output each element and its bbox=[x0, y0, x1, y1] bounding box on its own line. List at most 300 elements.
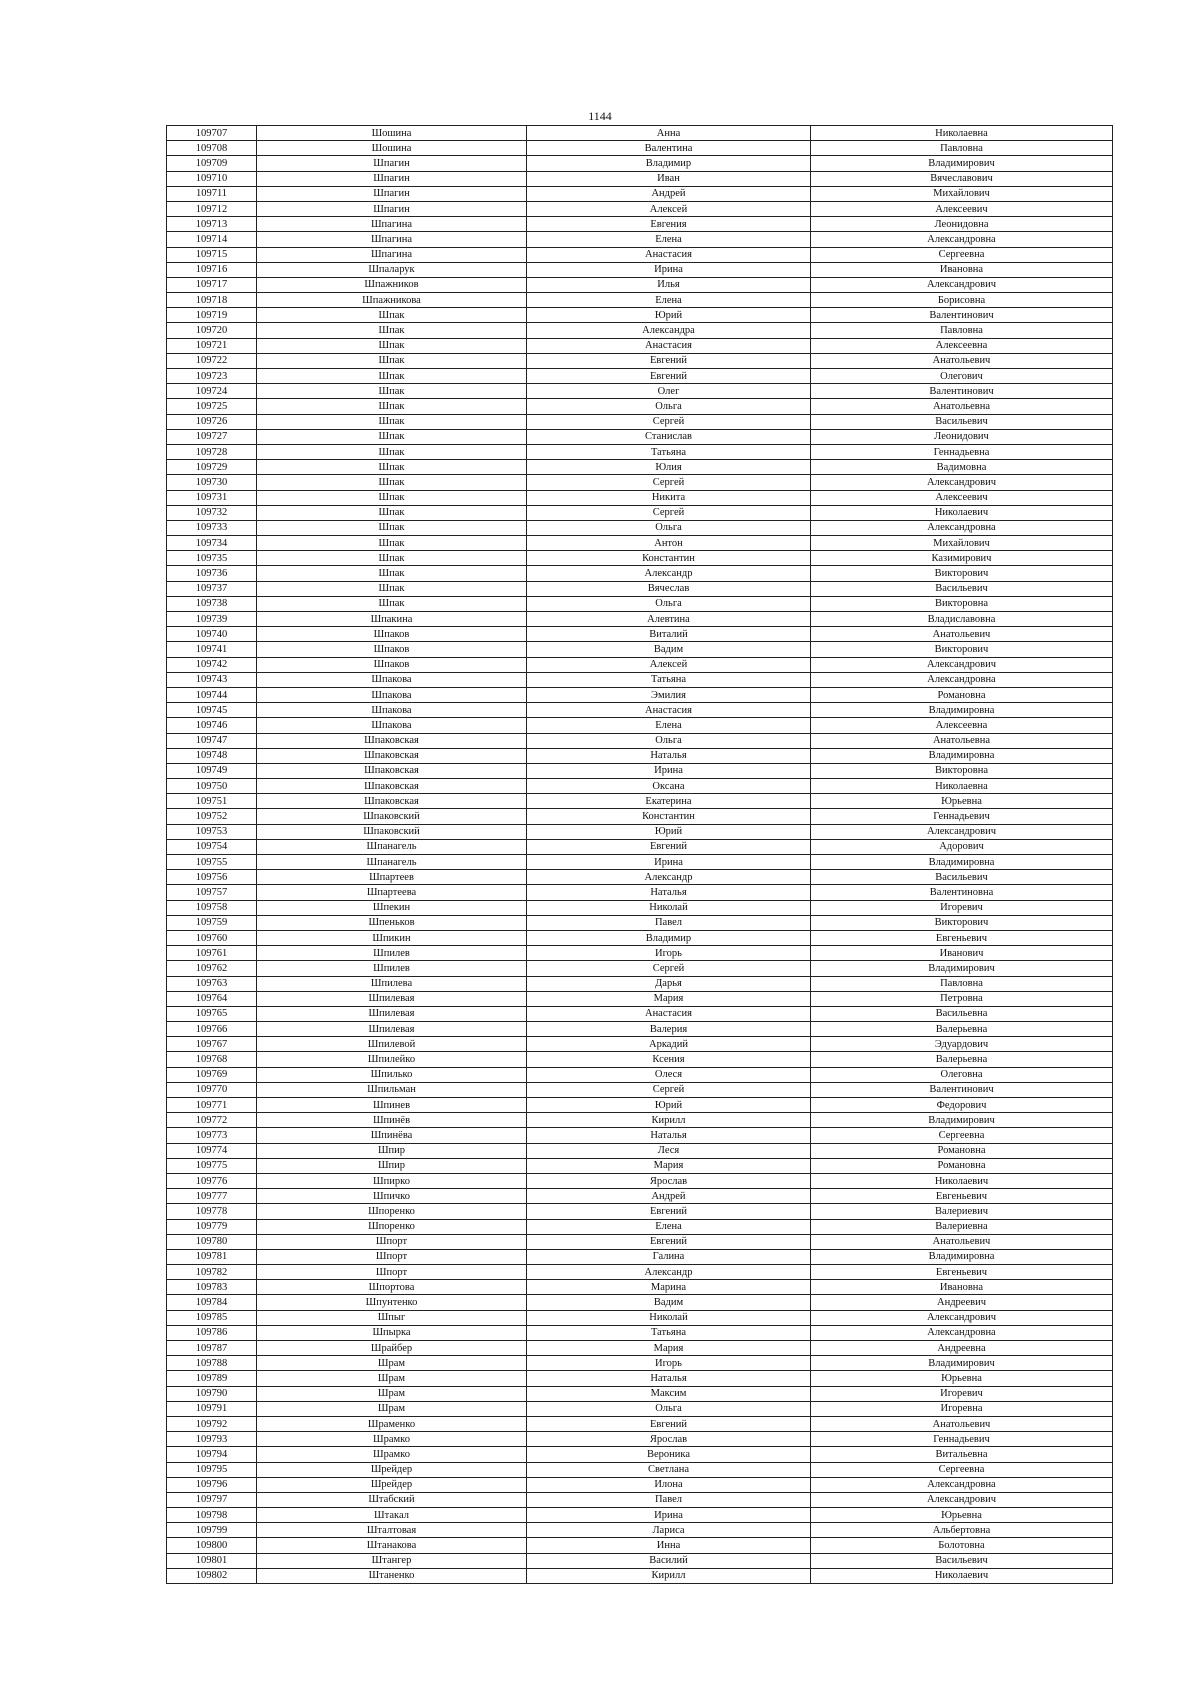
surname-cell: Шпилевая bbox=[257, 991, 527, 1006]
record-id-cell: 109800 bbox=[167, 1538, 257, 1553]
patronymic-cell: Владимирович bbox=[811, 961, 1113, 976]
patronymic-cell: Александрович bbox=[811, 657, 1113, 672]
patronymic-cell: Вячеславович bbox=[811, 171, 1113, 186]
first-name-cell: Елена bbox=[527, 718, 811, 733]
patronymic-cell: Сергеевна bbox=[811, 1462, 1113, 1477]
patronymic-cell: Игоревич bbox=[811, 900, 1113, 915]
record-id-cell: 109758 bbox=[167, 900, 257, 915]
first-name-cell: Сергей bbox=[527, 414, 811, 429]
patronymic-cell: Анатольевич bbox=[811, 627, 1113, 642]
table-row bbox=[167, 733, 1113, 748]
surname-cell: Шрам bbox=[257, 1356, 527, 1371]
first-name-cell: Вадим bbox=[527, 642, 811, 657]
table-row bbox=[167, 1082, 1113, 1097]
first-name-cell: Иван bbox=[527, 171, 811, 186]
first-name-cell: Виталий bbox=[527, 627, 811, 642]
patronymic-cell: Николаевич bbox=[811, 505, 1113, 520]
patronymic-cell: Владимирович bbox=[811, 1113, 1113, 1128]
first-name-cell: Евгений bbox=[527, 839, 811, 854]
patronymic-cell: Павловна bbox=[811, 323, 1113, 338]
patronymic-cell: Николаевна bbox=[811, 126, 1113, 141]
table-row bbox=[167, 232, 1113, 247]
first-name-cell: Ольга bbox=[527, 1401, 811, 1416]
first-name-cell: Леся bbox=[527, 1143, 811, 1158]
record-id-cell: 109708 bbox=[167, 141, 257, 156]
surname-cell: Шпаков bbox=[257, 642, 527, 657]
record-id-cell: 109736 bbox=[167, 566, 257, 581]
surname-cell: Шпак bbox=[257, 581, 527, 596]
table-row bbox=[167, 247, 1113, 262]
record-id-cell: 109776 bbox=[167, 1173, 257, 1188]
surname-cell: Шпилевая bbox=[257, 1006, 527, 1021]
patronymic-cell: Михайлович bbox=[811, 186, 1113, 201]
surname-cell: Шпанагель bbox=[257, 855, 527, 870]
patronymic-cell: Витальевна bbox=[811, 1447, 1113, 1462]
patronymic-cell: Романовна bbox=[811, 1143, 1113, 1158]
surname-cell: Шрам bbox=[257, 1371, 527, 1386]
table-row bbox=[167, 338, 1113, 353]
patronymic-cell: Романовна bbox=[811, 687, 1113, 702]
patronymic-cell: Павловна bbox=[811, 976, 1113, 991]
registry-body bbox=[167, 126, 1113, 1584]
surname-cell: Шпак bbox=[257, 536, 527, 551]
patronymic-cell: Ивановна bbox=[811, 262, 1113, 277]
table-row bbox=[167, 414, 1113, 429]
surname-cell: Штанакова bbox=[257, 1538, 527, 1553]
table-row bbox=[167, 809, 1113, 824]
record-id-cell: 109785 bbox=[167, 1310, 257, 1325]
first-name-cell: Мария bbox=[527, 991, 811, 1006]
table-row bbox=[167, 171, 1113, 186]
record-id-cell: 109769 bbox=[167, 1067, 257, 1082]
table-row bbox=[167, 657, 1113, 672]
record-id-cell: 109765 bbox=[167, 1006, 257, 1021]
first-name-cell: Алексей bbox=[527, 201, 811, 216]
patronymic-cell: Юрьевна bbox=[811, 1371, 1113, 1386]
table-row bbox=[167, 1249, 1113, 1264]
surname-cell: Шпилейко bbox=[257, 1052, 527, 1067]
surname-cell: Шпанагель bbox=[257, 839, 527, 854]
surname-cell: Шпоренко bbox=[257, 1204, 527, 1219]
first-name-cell: Елена bbox=[527, 1219, 811, 1234]
record-id-cell: 109745 bbox=[167, 703, 257, 718]
patronymic-cell: Викторович bbox=[811, 566, 1113, 581]
record-id-cell: 109759 bbox=[167, 915, 257, 930]
first-name-cell: Алевтина bbox=[527, 612, 811, 627]
record-id-cell: 109789 bbox=[167, 1371, 257, 1386]
record-id-cell: 109732 bbox=[167, 505, 257, 520]
surname-cell: Шпилев bbox=[257, 961, 527, 976]
record-id-cell: 109741 bbox=[167, 642, 257, 657]
record-id-cell: 109760 bbox=[167, 930, 257, 945]
record-id-cell: 109720 bbox=[167, 323, 257, 338]
surname-cell: Шпак bbox=[257, 505, 527, 520]
record-id-cell: 109783 bbox=[167, 1280, 257, 1295]
record-id-cell: 109746 bbox=[167, 718, 257, 733]
table-row bbox=[167, 1432, 1113, 1447]
table-row bbox=[167, 399, 1113, 414]
patronymic-cell: Николаевич bbox=[811, 1173, 1113, 1188]
record-id-cell: 109778 bbox=[167, 1204, 257, 1219]
table-row bbox=[167, 976, 1113, 991]
patronymic-cell: Казимирович bbox=[811, 551, 1113, 566]
record-id-cell: 109764 bbox=[167, 991, 257, 1006]
first-name-cell: Сергей bbox=[527, 1082, 811, 1097]
surname-cell: Шталтовая bbox=[257, 1523, 527, 1538]
surname-cell: Шпакова bbox=[257, 718, 527, 733]
record-id-cell: 109750 bbox=[167, 779, 257, 794]
patronymic-cell: Иванович bbox=[811, 946, 1113, 961]
patronymic-cell: Анатольевич bbox=[811, 1234, 1113, 1249]
first-name-cell: Вероника bbox=[527, 1447, 811, 1462]
table-row bbox=[167, 262, 1113, 277]
record-id-cell: 109734 bbox=[167, 536, 257, 551]
record-id-cell: 109797 bbox=[167, 1492, 257, 1507]
patronymic-cell: Федорович bbox=[811, 1098, 1113, 1113]
table-row bbox=[167, 1006, 1113, 1021]
table-row bbox=[167, 946, 1113, 961]
first-name-cell: Алексей bbox=[527, 657, 811, 672]
first-name-cell: Александра bbox=[527, 323, 811, 338]
surname-cell: Шпир bbox=[257, 1143, 527, 1158]
surname-cell: Шпагин bbox=[257, 156, 527, 171]
table-row bbox=[167, 1310, 1113, 1325]
first-name-cell: Анастасия bbox=[527, 1006, 811, 1021]
first-name-cell: Оксана bbox=[527, 779, 811, 794]
patronymic-cell: Ивановна bbox=[811, 1280, 1113, 1295]
record-id-cell: 109711 bbox=[167, 186, 257, 201]
table-row bbox=[167, 1325, 1113, 1340]
patronymic-cell: Андреевич bbox=[811, 1295, 1113, 1310]
surname-cell: Шпажникова bbox=[257, 293, 527, 308]
record-id-cell: 109757 bbox=[167, 885, 257, 900]
first-name-cell: Евгений bbox=[527, 369, 811, 384]
table-row bbox=[167, 612, 1113, 627]
table-row bbox=[167, 915, 1113, 930]
table-row bbox=[167, 1219, 1113, 1234]
surname-cell: Шпоренко bbox=[257, 1219, 527, 1234]
record-id-cell: 109727 bbox=[167, 429, 257, 444]
table-row bbox=[167, 1492, 1113, 1507]
patronymic-cell: Юрьевна bbox=[811, 794, 1113, 809]
record-id-cell: 109721 bbox=[167, 338, 257, 353]
first-name-cell: Евгений bbox=[527, 1416, 811, 1431]
record-id-cell: 109766 bbox=[167, 1022, 257, 1037]
surname-cell: Шпак bbox=[257, 323, 527, 338]
first-name-cell: Светлана bbox=[527, 1462, 811, 1477]
surname-cell: Шраменко bbox=[257, 1416, 527, 1431]
patronymic-cell: Алексеевич bbox=[811, 490, 1113, 505]
patronymic-cell: Викторовна bbox=[811, 596, 1113, 611]
surname-cell: Шпинев bbox=[257, 1098, 527, 1113]
record-id-cell: 109802 bbox=[167, 1568, 257, 1583]
table-row bbox=[167, 277, 1113, 292]
surname-cell: Шпилько bbox=[257, 1067, 527, 1082]
record-id-cell: 109774 bbox=[167, 1143, 257, 1158]
surname-cell: Шпаковская bbox=[257, 748, 527, 763]
record-id-cell: 109731 bbox=[167, 490, 257, 505]
table-row bbox=[167, 961, 1113, 976]
first-name-cell: Ксения bbox=[527, 1052, 811, 1067]
record-id-cell: 109773 bbox=[167, 1128, 257, 1143]
table-row bbox=[167, 1477, 1113, 1492]
surname-cell: Шпилевая bbox=[257, 1022, 527, 1037]
surname-cell: Шпилевой bbox=[257, 1037, 527, 1052]
patronymic-cell: Вадимовна bbox=[811, 460, 1113, 475]
surname-cell: Шпак bbox=[257, 384, 527, 399]
surname-cell: Шрам bbox=[257, 1386, 527, 1401]
table-row bbox=[167, 687, 1113, 702]
first-name-cell: Екатерина bbox=[527, 794, 811, 809]
surname-cell: Шпак bbox=[257, 338, 527, 353]
first-name-cell: Александр bbox=[527, 1265, 811, 1280]
surname-cell: Штангер bbox=[257, 1553, 527, 1568]
surname-cell: Шпилев bbox=[257, 946, 527, 961]
first-name-cell: Игорь bbox=[527, 1356, 811, 1371]
patronymic-cell: Романовна bbox=[811, 1158, 1113, 1173]
surname-cell: Штабский bbox=[257, 1492, 527, 1507]
patronymic-cell: Адорович bbox=[811, 839, 1113, 854]
record-id-cell: 109786 bbox=[167, 1325, 257, 1340]
table-row bbox=[167, 505, 1113, 520]
record-id-cell: 109793 bbox=[167, 1432, 257, 1447]
first-name-cell: Николай bbox=[527, 900, 811, 915]
patronymic-cell: Владимировна bbox=[811, 1249, 1113, 1264]
first-name-cell: Сергей bbox=[527, 475, 811, 490]
first-name-cell: Илона bbox=[527, 1477, 811, 1492]
record-id-cell: 109724 bbox=[167, 384, 257, 399]
record-id-cell: 109755 bbox=[167, 855, 257, 870]
first-name-cell: Ольга bbox=[527, 399, 811, 414]
first-name-cell: Наталья bbox=[527, 885, 811, 900]
patronymic-cell: Олегович bbox=[811, 369, 1113, 384]
page-number: 1144 bbox=[588, 109, 612, 123]
surname-cell: Шпажников bbox=[257, 277, 527, 292]
patronymic-cell: Петровна bbox=[811, 991, 1113, 1006]
first-name-cell: Константин bbox=[527, 551, 811, 566]
record-id-cell: 109777 bbox=[167, 1189, 257, 1204]
patronymic-cell: Павловна bbox=[811, 141, 1113, 156]
first-name-cell: Сергей bbox=[527, 505, 811, 520]
surname-cell: Шрейдер bbox=[257, 1462, 527, 1477]
first-name-cell: Юлия bbox=[527, 460, 811, 475]
first-name-cell: Ирина bbox=[527, 262, 811, 277]
first-name-cell: Александр bbox=[527, 566, 811, 581]
record-id-cell: 109768 bbox=[167, 1052, 257, 1067]
record-id-cell: 109737 bbox=[167, 581, 257, 596]
patronymic-cell: Валентинович bbox=[811, 384, 1113, 399]
table-row bbox=[167, 1386, 1113, 1401]
table-row bbox=[167, 930, 1113, 945]
record-id-cell: 109747 bbox=[167, 733, 257, 748]
surname-cell: Шпаковская bbox=[257, 794, 527, 809]
table-row bbox=[167, 1447, 1113, 1462]
table-row bbox=[167, 141, 1113, 156]
table-row bbox=[167, 551, 1113, 566]
first-name-cell: Лариса bbox=[527, 1523, 811, 1538]
record-id-cell: 109716 bbox=[167, 262, 257, 277]
table-row bbox=[167, 718, 1113, 733]
first-name-cell: Вадим bbox=[527, 1295, 811, 1310]
patronymic-cell: Александрович bbox=[811, 824, 1113, 839]
patronymic-cell: Александровна bbox=[811, 232, 1113, 247]
first-name-cell: Юрий bbox=[527, 308, 811, 323]
record-id-cell: 109744 bbox=[167, 687, 257, 702]
table-row bbox=[167, 642, 1113, 657]
first-name-cell: Ирина bbox=[527, 1508, 811, 1523]
record-id-cell: 109730 bbox=[167, 475, 257, 490]
first-name-cell: Евгений bbox=[527, 353, 811, 368]
first-name-cell: Андрей bbox=[527, 1189, 811, 1204]
first-name-cell: Василий bbox=[527, 1553, 811, 1568]
first-name-cell: Анастасия bbox=[527, 247, 811, 262]
table-row bbox=[167, 293, 1113, 308]
patronymic-cell: Сергеевна bbox=[811, 1128, 1113, 1143]
surname-cell: Шпырка bbox=[257, 1325, 527, 1340]
table-row bbox=[167, 1158, 1113, 1173]
first-name-cell: Валентина bbox=[527, 141, 811, 156]
patronymic-cell: Леонидовна bbox=[811, 217, 1113, 232]
first-name-cell: Татьяна bbox=[527, 672, 811, 687]
record-id-cell: 109799 bbox=[167, 1523, 257, 1538]
table-row bbox=[167, 839, 1113, 854]
record-id-cell: 109709 bbox=[167, 156, 257, 171]
table-row bbox=[167, 217, 1113, 232]
record-id-cell: 109753 bbox=[167, 824, 257, 839]
patronymic-cell: Владимирович bbox=[811, 156, 1113, 171]
patronymic-cell: Игоревна bbox=[811, 1401, 1113, 1416]
surname-cell: Шпыг bbox=[257, 1310, 527, 1325]
record-id-cell: 109795 bbox=[167, 1462, 257, 1477]
patronymic-cell: Михайлович bbox=[811, 536, 1113, 551]
record-id-cell: 109748 bbox=[167, 748, 257, 763]
first-name-cell: Евгений bbox=[527, 1204, 811, 1219]
table-row bbox=[167, 627, 1113, 642]
first-name-cell: Игорь bbox=[527, 946, 811, 961]
table-row bbox=[167, 870, 1113, 885]
record-id-cell: 109751 bbox=[167, 794, 257, 809]
table-row bbox=[167, 855, 1113, 870]
patronymic-cell: Геннадьевна bbox=[811, 444, 1113, 459]
table-row bbox=[167, 900, 1113, 915]
first-name-cell: Анна bbox=[527, 126, 811, 141]
patronymic-cell: Андреевна bbox=[811, 1341, 1113, 1356]
first-name-cell: Олег bbox=[527, 384, 811, 399]
table-row bbox=[167, 1052, 1113, 1067]
record-id-cell: 109767 bbox=[167, 1037, 257, 1052]
first-name-cell: Эмилия bbox=[527, 687, 811, 702]
record-id-cell: 109725 bbox=[167, 399, 257, 414]
record-id-cell: 109763 bbox=[167, 976, 257, 991]
surname-cell: Шпакова bbox=[257, 672, 527, 687]
surname-cell: Шрамко bbox=[257, 1432, 527, 1447]
table-row bbox=[167, 1022, 1113, 1037]
surname-cell: Шпекин bbox=[257, 900, 527, 915]
first-name-cell: Аркадий bbox=[527, 1037, 811, 1052]
first-name-cell: Мария bbox=[527, 1341, 811, 1356]
table-row bbox=[167, 779, 1113, 794]
table-row bbox=[167, 1508, 1113, 1523]
record-id-cell: 109712 bbox=[167, 201, 257, 216]
first-name-cell: Наталья bbox=[527, 1371, 811, 1386]
surname-cell: Шпак bbox=[257, 444, 527, 459]
table-row bbox=[167, 581, 1113, 596]
first-name-cell: Юрий bbox=[527, 1098, 811, 1113]
surname-cell: Штаненко bbox=[257, 1568, 527, 1583]
table-row bbox=[167, 1173, 1113, 1188]
record-id-cell: 109710 bbox=[167, 171, 257, 186]
patronymic-cell: Юрьевна bbox=[811, 1508, 1113, 1523]
patronymic-cell: Александровна bbox=[811, 672, 1113, 687]
patronymic-cell: Игоревич bbox=[811, 1386, 1113, 1401]
table-row bbox=[167, 520, 1113, 535]
table-row bbox=[167, 1341, 1113, 1356]
patronymic-cell: Александрович bbox=[811, 475, 1113, 490]
surname-cell: Шпак bbox=[257, 369, 527, 384]
first-name-cell: Ольга bbox=[527, 520, 811, 535]
surname-cell: Шпаковская bbox=[257, 733, 527, 748]
surname-cell: Шпак bbox=[257, 414, 527, 429]
patronymic-cell: Владиславовна bbox=[811, 612, 1113, 627]
first-name-cell: Николай bbox=[527, 1310, 811, 1325]
surname-cell: Шпакина bbox=[257, 612, 527, 627]
first-name-cell: Юрий bbox=[527, 824, 811, 839]
record-id-cell: 109794 bbox=[167, 1447, 257, 1462]
record-id-cell: 109801 bbox=[167, 1553, 257, 1568]
patronymic-cell: Александрович bbox=[811, 1492, 1113, 1507]
record-id-cell: 109782 bbox=[167, 1265, 257, 1280]
record-id-cell: 109787 bbox=[167, 1341, 257, 1356]
surname-cell: Шпак bbox=[257, 308, 527, 323]
patronymic-cell: Александрович bbox=[811, 277, 1113, 292]
patronymic-cell: Валерьевна bbox=[811, 1022, 1113, 1037]
surname-cell: Шпагина bbox=[257, 247, 527, 262]
surname-cell: Шпак bbox=[257, 566, 527, 581]
record-id-cell: 109742 bbox=[167, 657, 257, 672]
patronymic-cell: Александровна bbox=[811, 1325, 1113, 1340]
record-id-cell: 109707 bbox=[167, 126, 257, 141]
patronymic-cell: Анатольевна bbox=[811, 399, 1113, 414]
record-id-cell: 109733 bbox=[167, 520, 257, 535]
table-row bbox=[167, 596, 1113, 611]
patronymic-cell: Николаевна bbox=[811, 779, 1113, 794]
record-id-cell: 109728 bbox=[167, 444, 257, 459]
record-id-cell: 109796 bbox=[167, 1477, 257, 1492]
table-row bbox=[167, 490, 1113, 505]
table-row bbox=[167, 1143, 1113, 1158]
patronymic-cell: Анатольевна bbox=[811, 733, 1113, 748]
surname-cell: Шпаковский bbox=[257, 809, 527, 824]
first-name-cell: Максим bbox=[527, 1386, 811, 1401]
surname-cell: Шпир bbox=[257, 1158, 527, 1173]
surname-cell: Шпичко bbox=[257, 1189, 527, 1204]
first-name-cell: Наталья bbox=[527, 748, 811, 763]
patronymic-cell: Валерьевна bbox=[811, 1052, 1113, 1067]
surname-cell: Шпилева bbox=[257, 976, 527, 991]
table-row bbox=[167, 126, 1113, 141]
surname-cell: Шпак bbox=[257, 460, 527, 475]
surname-cell: Шпак bbox=[257, 475, 527, 490]
surname-cell: Шпакова bbox=[257, 687, 527, 702]
surname-cell: Шпакова bbox=[257, 703, 527, 718]
table-row bbox=[167, 703, 1113, 718]
patronymic-cell: Сергеевна bbox=[811, 247, 1113, 262]
surname-cell: Шпеньков bbox=[257, 915, 527, 930]
table-row bbox=[167, 156, 1113, 171]
table-row bbox=[167, 1356, 1113, 1371]
first-name-cell: Татьяна bbox=[527, 1325, 811, 1340]
surname-cell: Шпартеева bbox=[257, 885, 527, 900]
